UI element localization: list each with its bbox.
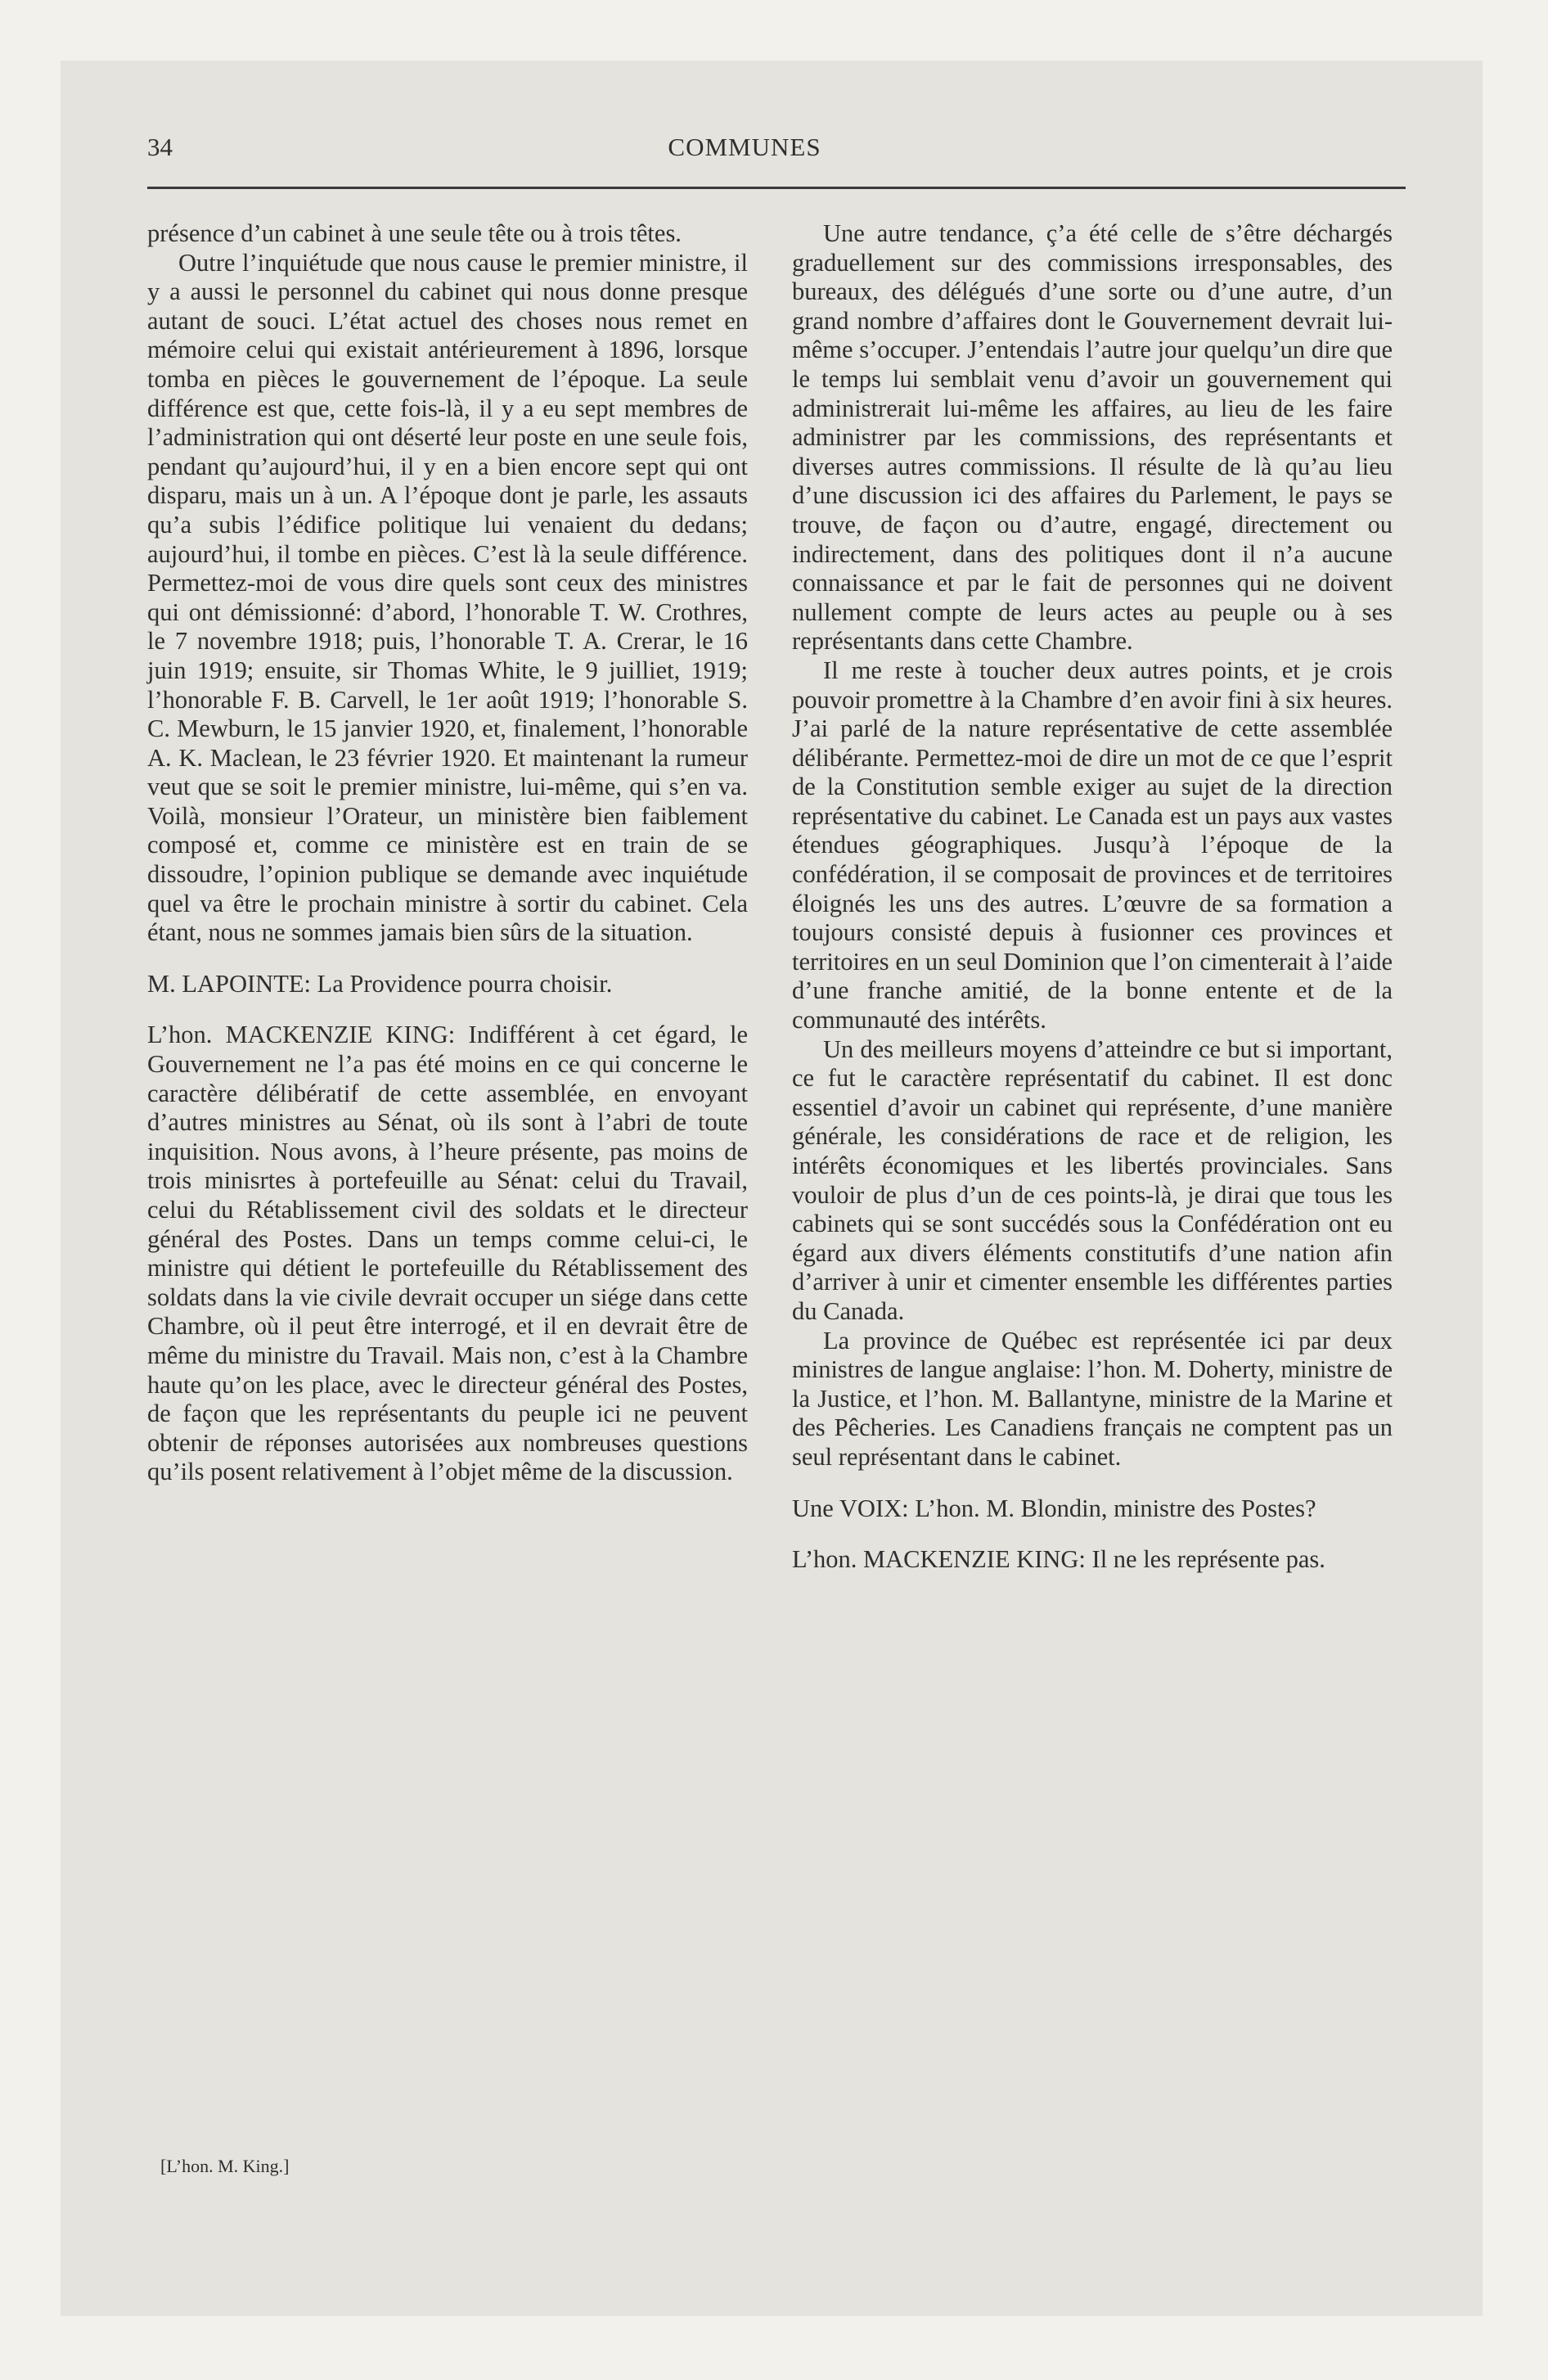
paragraph: La province de Québec est représentée ici par deux ministres de langue anglaise: l’hon. M. Doherty, ministre de la Justice, et l’hon. M. Ballantyne, ministre de la Marine et des Pêcheries. Les Canadiens français ne comptent pas un seul représentant dans le cabinet. <box>792 1326 1393 1471</box>
speech-paragraph: Une VOIX: L’hon. M. Blondin, ministre des Postes? <box>792 1494 1316 1522</box>
page-header <box>85 133 1404 174</box>
speech-paragraph: L’hon. MACKENZIE KING: Indifférent à cet égard, le Gouvernement ne l’a pas été moins en ce qui concerne le caractère délibératif de cette assemblée, en envoyant d’autres ministres au Sénat, où ils sont à l’abri de toute inquisition. Nous avons, à l’heure présente, pas moins de trois minisrtes à portefeuille au Sénat: celui du Travail, celui du Rétablissement civil des soldats et le directeur général des Postes. Dans un temps comme celui-ci, le ministre qui détient le portefeuille du Rétablissement des soldats dans la vie civile devrait occuper un siége dans cette Chambre, où il peut être interrogé, et il en devrait être de même du ministre du Travail. Mais non, c’est à la Chambre haute qu’on les place, avec le directeur général des Postes, de façon que les représentants du peuple ici ne peuvent obtenir de réponses autorisées aux nombreuses questions qu’ils posent relativement à l’objet même de la discussion. <box>147 1021 748 1486</box>
header-rule <box>147 187 1406 189</box>
paragraph: présence d’un cabinet à une seule tête ou à trois têtes. <box>147 219 682 247</box>
speech-paragraph: L’hon. MACKENZIE KING: Il ne les représente pas. <box>792 1545 1325 1574</box>
right-column <box>792 219 1393 1575</box>
speech-paragraph: M. LAPOINTE: La Providence pourra choisir. <box>147 969 613 998</box>
paragraph: Outre l’inquiétude que nous cause le premier ministre, il y a aussi le personnel du cabinet qui nous donne presque autant de souci. L’état actuel des choses nous remet en mémoire celui qui existait antérieurement à 1896, lorsque tomba en pièces le gouvernement de l’époque. La seule différence est que, cette fois-là, il y a eu sept membres de l’administration qui ont déserté leur poste en une seule fois, pendant qu’aujourd’hui, il y en a bien encore sept qui ont disparu, mais un à un. A l’époque dont je parle, les assauts qu’a subis l’édifice politique lui venaient du dedans; aujourd’hui, il tombe en pièces. C’est là la seule différence. Permettez-moi de vous dire quels sont ceux des ministres qui ont démissionné: d’abord, l’honorable T. W. Crothres, le 7 novembre 1918; puis, l’honorable T. A. Crerar, le 16 juin 1919; ensuite, sir Thomas White, le 9 juilliet, 1919; l’honorable F. B. Carvell, le 1er août 1919; l’honorable S. C. Mewburn, le 15 janvier 1920, et, finalement, l’honorable A. K. Maclean, le 23 février 1920. Et maintenant la rumeur veut que se soit le premier ministre, lui-même, qui s’en va. Voilà, monsieur l’Orateur, un ministère bien faiblement composé et, comme ce ministère est en train de se dissoudre, l’opinion publique se demande avec inquiétude quel va être le prochain ministre à sortir du cabinet. Cela étant, nous ne sommes jamais bien sûrs de la situation. <box>147 248 748 947</box>
paragraph: Un des meilleurs moyens d’atteindre ce but si important, ce fut le caractère représentatif du cabinet. Il est donc essentiel d’avoir un cabinet qui représente, d’une manière générale, les considérations de race et de religion, les intérêts économiques et les libertés provinciales. Sans vouloir de plus d’un de ces points-là, je dirai que tous les cabinets qui se sont succédés sous la Confédération ont eu égard aux divers éléments constitutifs d’une nation afin d’arriver à unir et cimenter ensemble les différentes parties du Canada. <box>792 1034 1393 1325</box>
left-column <box>147 219 748 1487</box>
speaker-footer: [L’hon. M. King.] <box>160 2156 290 2176</box>
paragraph: Il me reste à toucher deux autres points, et je crois pouvoir promettre à la Chambre d’en avoir fini à six heures. J’ai parlé de la nature représentative de cette assemblée délibérante. Permettez-moi de dire un mot de ce que l’esprit de la Constitution semble exiger au sujet de la direction représentative du cabinet. Le Canada est un pays aux vastes étendues géographiques. Jusqu’à l’époque de la confédération, il se composait de provinces et de territoires éloignés les uns des autres. L’œuvre de sa formation a toujours consisté depuis à fusionner ces provinces et territoires en un seul Dominion que l’on cimenterait à l’aide d’une franche amitié, de la bonne entente et de la communauté des intérêts. <box>792 656 1393 1034</box>
paragraph: Une autre tendance, ç’a été celle de s’être déchargés graduellement sur des commissions irresponsables, des bureaux, des délégués d’une sorte ou d’une autre, d’un grand nombre d’affaires dont le Gouvernement devrait lui-même s’occuper. J’entendais l’autre jour quelqu’un dire que le temps lui semblait venu d’avoir un gouvernement qui administrerait lui-même les affaires, au lieu de les faire administrer par les commissions, des représentants et diverses autres commissions. Il résulte de là qu’au lieu d’une discussion ici des affaires du Parlement, le pays se trouve, de façon ou d’autre, engagé, directement ou indirectement, dans des politiques dont il n’a aucune connaissance et par le fait de personnes qui ne doivent nullement compte de leurs actes au peuple ou à ses représentants dans cette Chambre. <box>792 219 1393 656</box>
running-head: COMMUNES <box>668 133 821 161</box>
page-number: 34 <box>147 133 173 161</box>
